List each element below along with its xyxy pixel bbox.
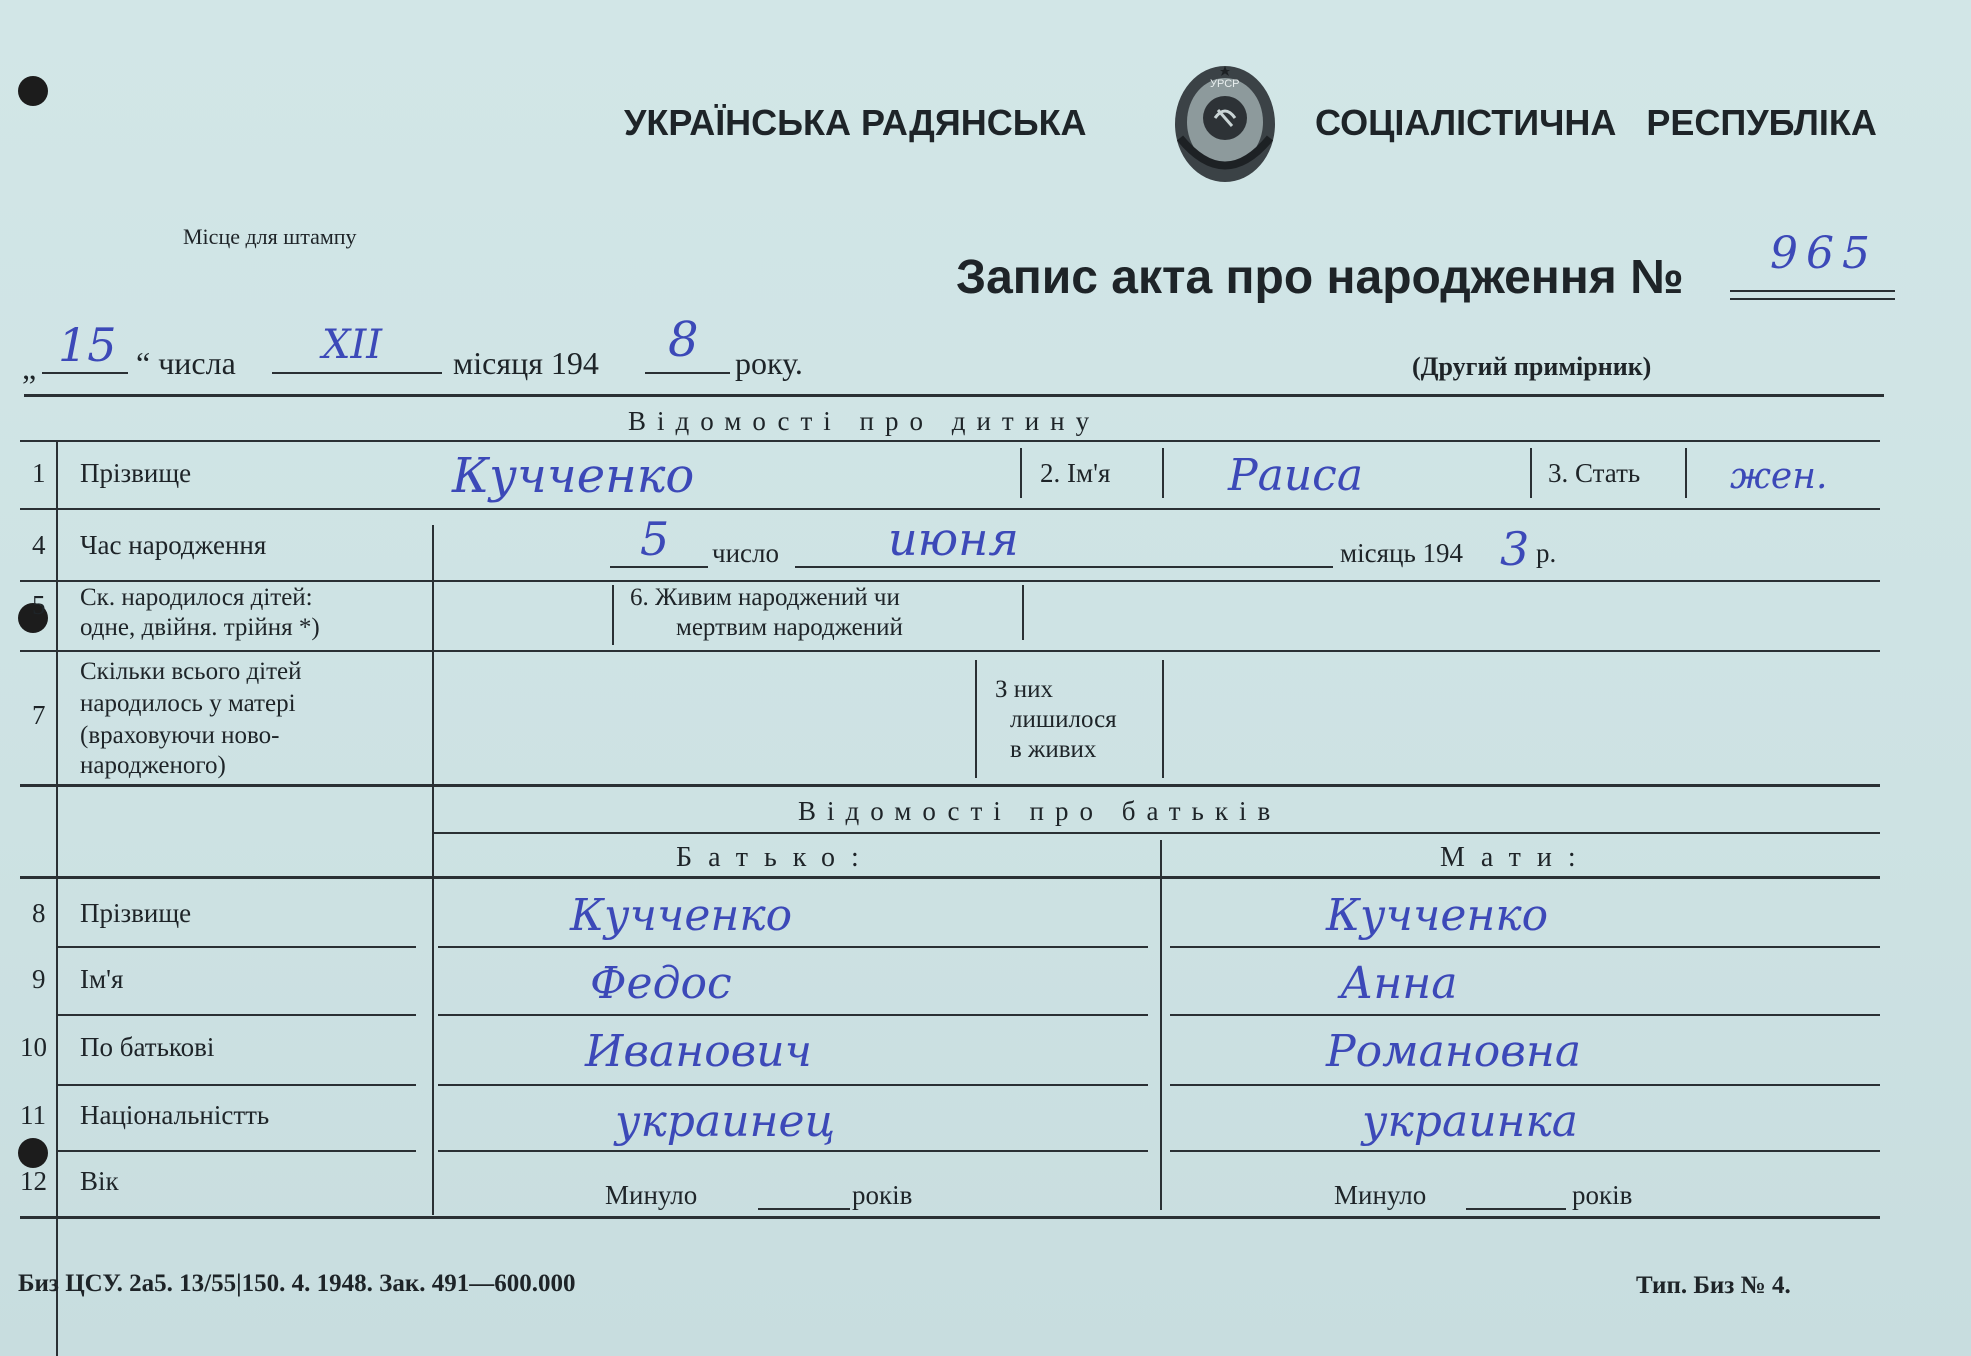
row-num-10: 10 xyxy=(20,1032,47,1062)
birth-month-label: місяць 194 xyxy=(1340,538,1464,568)
republic-emblem xyxy=(1170,58,1280,186)
mother-name: Анна xyxy=(1340,958,1458,1009)
row9-bottom-mother xyxy=(1170,1014,1880,1016)
row10-bottom-father xyxy=(438,1084,1148,1086)
year-underline xyxy=(645,372,730,374)
birth-year-suffix: р. xyxy=(1536,538,1557,568)
row1-divider-c xyxy=(1530,448,1532,498)
row10-bottom-mother xyxy=(1170,1084,1880,1086)
republic-title-left: УКРАЇНСЬКА РАДЯНСЬКА xyxy=(624,102,1087,143)
row10-bottom-label xyxy=(56,1084,416,1086)
row8-bottom-father xyxy=(438,946,1148,948)
punch-hole-bottom xyxy=(18,1138,48,1168)
mother-age-years-label: років xyxy=(1572,1180,1633,1210)
row-num-5: 5 xyxy=(32,590,46,620)
mother-age-passed-label: Минуло xyxy=(1334,1180,1427,1210)
child-sex-value: жен. xyxy=(1730,456,1828,497)
row1-divider-b xyxy=(1162,448,1164,498)
total-children-label-1: Скільки всього дітей xyxy=(80,658,302,685)
day-underline xyxy=(42,372,128,374)
month-underline xyxy=(272,372,442,374)
year-label: року. xyxy=(735,345,803,381)
second-copy-label: (Другий примірник) xyxy=(1412,352,1652,381)
father-nationality: украинец xyxy=(615,1096,836,1147)
birth-day-value: 5 xyxy=(640,512,670,566)
father-name: Федос xyxy=(590,958,732,1009)
father-patronymic: Иванович xyxy=(585,1026,813,1077)
row-num-8: 8 xyxy=(32,898,46,928)
row11-bottom-mother xyxy=(1170,1150,1880,1152)
birth-year-digit: 3 xyxy=(1500,522,1530,576)
row1-divider-a xyxy=(1020,448,1022,498)
alive-label-2: мертвим народжений xyxy=(676,614,903,641)
birth-day-label: число xyxy=(712,538,779,568)
footer-printer: Тип. Биз № 4. xyxy=(1636,1272,1791,1299)
survived-label-1: З них xyxy=(995,676,1054,703)
parent-surname-label: Прізвище xyxy=(80,898,192,928)
header-separator xyxy=(24,394,1884,397)
father-column-heading: Батько: xyxy=(676,842,875,873)
child-sex-label: 3. Стать xyxy=(1548,458,1641,488)
stamp-place-label: Місце для штампу xyxy=(183,224,357,249)
parent-nationality-label: Національністть xyxy=(80,1100,270,1130)
row-num-7: 7 xyxy=(32,700,46,730)
total-children-label-4: народженого) xyxy=(80,752,226,779)
survived-label-3: в живих xyxy=(1010,736,1097,763)
record-number: 965 xyxy=(1770,228,1878,279)
punch-hole-top xyxy=(18,76,48,106)
registration-month: XII xyxy=(322,322,383,368)
parent-age-label: Вік xyxy=(80,1166,119,1196)
child-surname-value: Кучченко xyxy=(452,448,695,504)
registration-day: 15 xyxy=(58,318,117,372)
date-quote-open: „ xyxy=(22,350,37,386)
form-bottom-line xyxy=(20,1216,1880,1219)
birth-month-value: июня xyxy=(888,512,1019,566)
row4-bottom xyxy=(20,580,1880,582)
birth-month-underline xyxy=(795,566,1333,568)
row5-bottom xyxy=(20,650,1880,652)
record-number-underline-2 xyxy=(1730,298,1895,300)
emblem-label: УРСР xyxy=(1210,78,1240,90)
child-section-bottom xyxy=(20,784,1880,787)
row-num-12: 12 xyxy=(20,1166,47,1196)
record-title: Запис акта про народження № xyxy=(956,251,1684,304)
record-number-underline xyxy=(1730,290,1895,292)
birth-time-label: Час народження xyxy=(80,530,267,560)
total-children-label-3: (враховуючи ново- xyxy=(80,722,280,749)
parents-section-heading: Відомості про батьків xyxy=(798,796,1282,826)
parent-name-label: Ім'я xyxy=(80,964,124,994)
row8-bottom-mother xyxy=(1170,946,1880,948)
row11-bottom-father xyxy=(438,1150,1148,1152)
row8-bottom-label xyxy=(56,946,416,948)
row9-bottom-father xyxy=(438,1014,1148,1016)
birth-day-underline xyxy=(610,566,708,568)
registration-year-digit: 8 xyxy=(668,312,699,368)
child-heading-line xyxy=(20,440,1880,442)
mother-patronymic: Романовна xyxy=(1326,1026,1582,1077)
father-age-years-label: років xyxy=(852,1180,913,1210)
father-surname: Кучченко xyxy=(570,890,793,941)
parent-patronymic-label: По батькові xyxy=(80,1032,215,1062)
row11-bottom-label xyxy=(56,1150,416,1152)
republic-title-right: СОЦІАЛІСТИЧНА РЕСПУБЛІКА xyxy=(1315,102,1877,143)
row-num-1: 1 xyxy=(32,458,46,488)
child-name-label: 2. Ім'я xyxy=(1040,458,1111,488)
mother-age-underline xyxy=(1466,1208,1566,1210)
mother-column-heading: Мати: xyxy=(1440,842,1592,873)
father-age-passed-label: Минуло xyxy=(605,1180,698,1210)
mother-surname: Кучченко xyxy=(1326,890,1549,941)
child-name-value: Раиса xyxy=(1228,450,1364,501)
row7-divider-b xyxy=(1162,660,1164,778)
row1-divider-d xyxy=(1685,448,1687,498)
row-num-9: 9 xyxy=(32,964,46,994)
parents-heading-line xyxy=(432,832,1880,834)
parents-column-divider xyxy=(1160,840,1162,1210)
row7-divider-a xyxy=(975,660,977,778)
mother-nationality: украинка xyxy=(1362,1096,1579,1147)
alive-label-1: 6. Живим народжений чи xyxy=(630,584,900,611)
label-column-divider xyxy=(432,525,434,1215)
row9-bottom-label xyxy=(56,1014,416,1016)
father-age-underline xyxy=(758,1208,850,1210)
parents-heading-bottom xyxy=(20,876,1880,879)
survived-label-2: лишилося xyxy=(1010,706,1117,733)
row1-bottom xyxy=(20,508,1880,510)
month-label: місяця 194 xyxy=(453,345,599,381)
children-count-label-1: Ск. народилося дітей: xyxy=(80,584,313,611)
children-count-label-2: одне, двійня. трійня *) xyxy=(80,614,320,641)
day-label: “ числа xyxy=(136,345,236,381)
child-surname-label: Прізвище xyxy=(80,458,192,488)
child-section-heading: Відомості про дитину xyxy=(628,406,1101,436)
total-children-label-2: народилось у матері xyxy=(80,690,296,717)
row-num-11: 11 xyxy=(20,1100,46,1130)
row5-divider-b xyxy=(1022,585,1024,640)
footer-print-info: Биз ЦСУ. 2а5. 13/55|150. 4. 1948. Зак. 491—600.000 xyxy=(18,1270,576,1297)
row5-divider-a xyxy=(612,585,614,645)
row-num-4: 4 xyxy=(32,530,46,560)
